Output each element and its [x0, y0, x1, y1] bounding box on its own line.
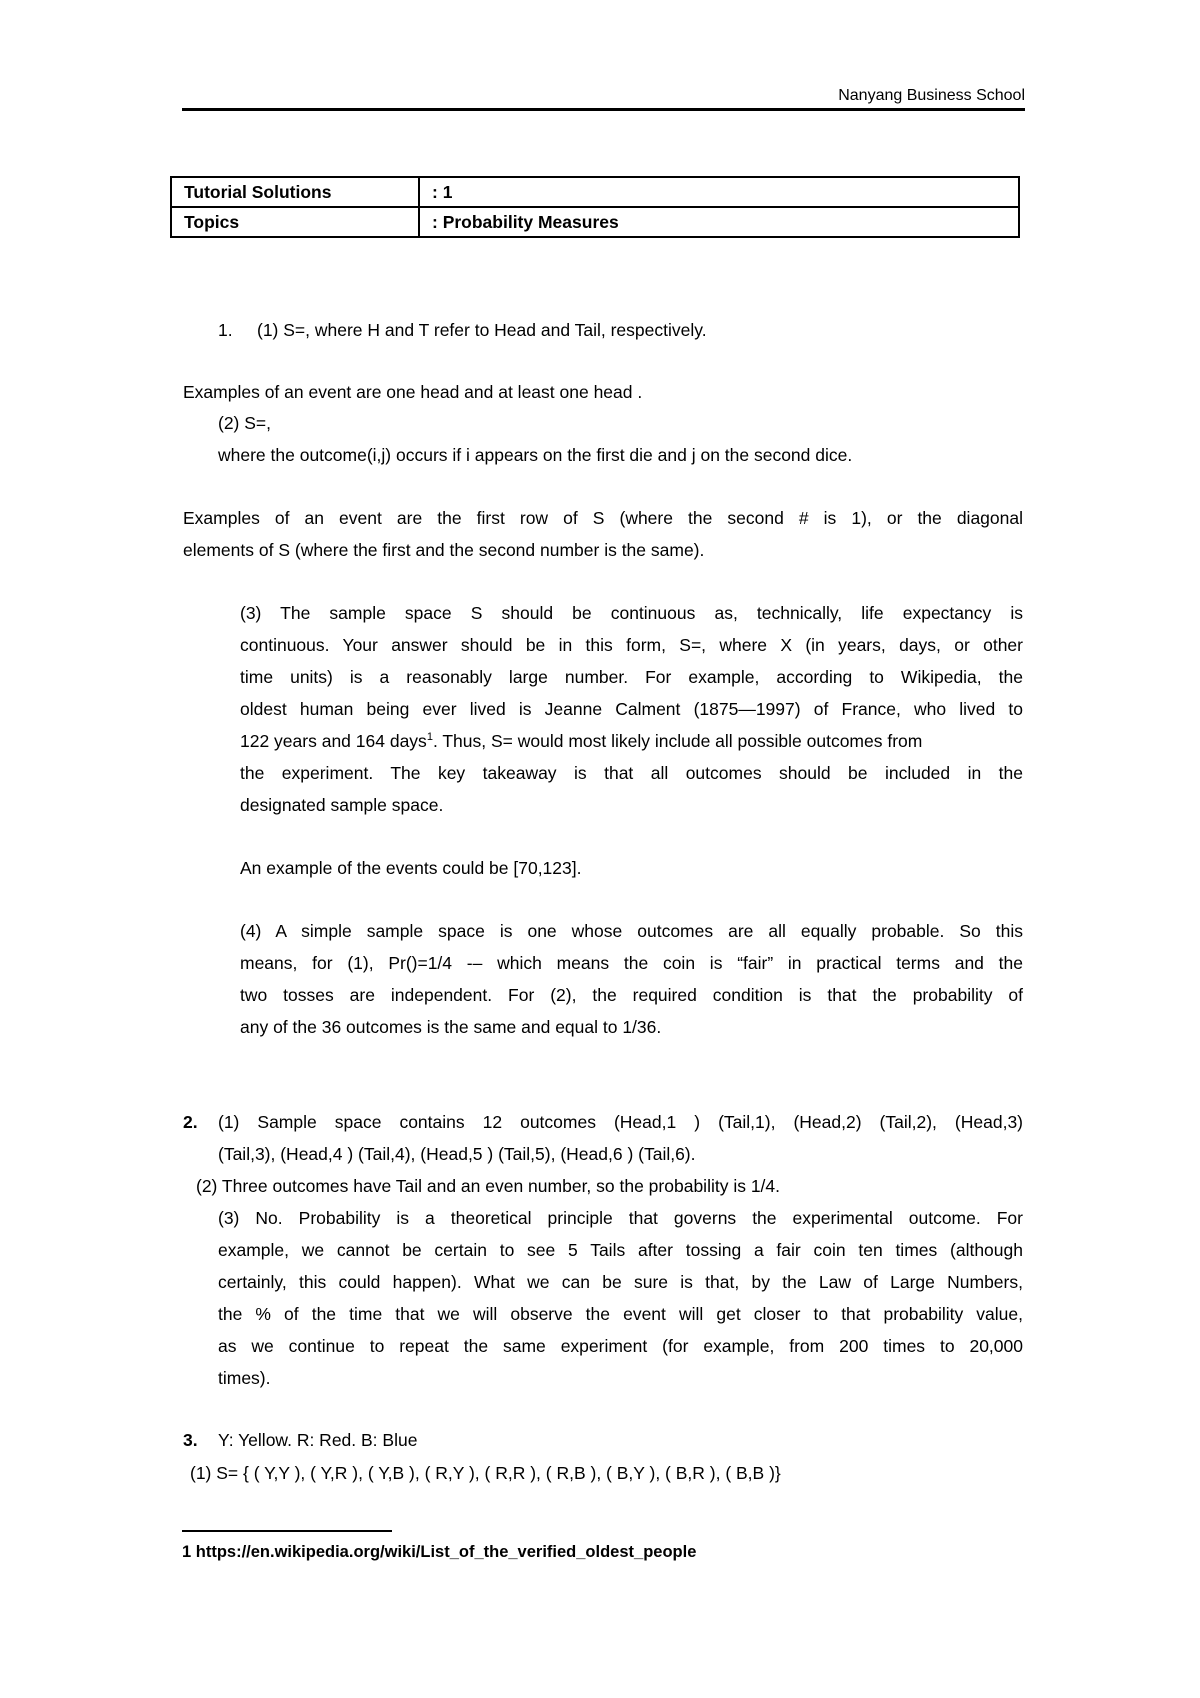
- info-label: Tutorial Solutions: [171, 177, 419, 207]
- q3-legend: Y: Yellow. R: Red. B: Blue: [218, 1430, 418, 1450]
- footnote-ref: 1: [426, 731, 433, 744]
- q3-sample-space: (1) S= { ( Y,Y ), ( Y,R ), ( Y,B ), ( R,Y ), ( R,R ), ( R,B ), ( B,Y ), ( B,R ), ( B,B )}: [190, 1463, 781, 1483]
- q1-part1: (1) S=, where H and T refer to Head and Tail, respectively.: [257, 320, 707, 340]
- q1-part3-line4: oldest human being ever lived is Jeanne Calment (1875—1997) of France, who lived to: [240, 699, 1023, 719]
- q1-part3-line5: [240, 731, 922, 752]
- header-school-name: Nanyang Business School: [838, 87, 1025, 104]
- q1-part4-line2: means, for (1), Pr()=1/4 -– which means the coin is “fair” in practical terms and the: [240, 953, 1023, 973]
- q1-examples-2-line2: elements of S (where the first and the second number is the same).: [183, 540, 705, 560]
- q2-part3-line4: the % of the time that we will observe the event will get closer to that probability value,: [218, 1304, 1023, 1324]
- footnote-link[interactable]: 1 https://en.wikipedia.org/wiki/List_of_the_verified_oldest_people: [182, 1543, 697, 1561]
- q1-part3-line6: the experiment. The key takeaway is that all outcomes should be included in the: [240, 763, 1023, 783]
- q2-part3-line6: times).: [218, 1368, 271, 1388]
- q2-part1-line1: (1) Sample space contains 12 outcomes (Head,1 ) (Tail,1), (Head,2) (Tail,2), (Head,3): [218, 1112, 1023, 1132]
- q2-number: 2.: [183, 1112, 198, 1132]
- q1-part2: (2) S=,: [218, 413, 272, 433]
- q3-number: 3.: [183, 1430, 198, 1450]
- q1-part3-line3: time units) is a reasonably large number. For example, according to Wikipedia, the: [240, 667, 1023, 687]
- q1-part3-line2: continuous. Your answer should be in this form, S=, where X (in years, days, or other: [240, 635, 1023, 655]
- q1-examples-2-line1: Examples of an event are the first row of S (where the second # is 1), or the diagonal: [183, 508, 1023, 528]
- q1-part2-desc: where the outcome(i,j) occurs if i appears on the first die and j on the second dice.: [218, 445, 853, 465]
- q1-part3-text-b: . Thus, S= would most likely include all possible outcomes from: [432, 731, 923, 751]
- q1-part3-line1: (3) The sample space S should be continuous as, technically, life expectancy is: [240, 603, 1023, 623]
- info-row: [171, 177, 1019, 207]
- q2-part1-line2: (Tail,3), (Head,4 ) (Tail,4), (Head,5 ) (Tail,5), (Head,6 ) (Tail,6).: [218, 1144, 696, 1164]
- q1-event-example: An example of the events could be [70,123].: [240, 858, 582, 878]
- info-value: : 1: [419, 177, 1019, 207]
- q1-number: 1.: [218, 320, 233, 340]
- q1-examples-1: Examples of an event are one head and at least one head .: [183, 382, 643, 402]
- q2-part3-line1: (3) No. Probability is a theoretical principle that governs the experimental outcome. For: [218, 1208, 1023, 1228]
- q1-part3-text-a: 122 years and 164 days: [240, 731, 427, 751]
- info-label: Topics: [171, 207, 419, 237]
- q2-part2: (2) Three outcomes have Tail and an even number, so the probability is 1/4.: [196, 1176, 781, 1196]
- q2-part3-line2: example, we cannot be certain to see 5 Tails after tossing a fair coin ten times (although: [218, 1240, 1023, 1260]
- q1-part4-line4: any of the 36 outcomes is the same and equal to 1/36.: [240, 1017, 662, 1037]
- q1-part3-line7: designated sample space.: [240, 795, 444, 815]
- info-value: : Probability Measures: [419, 207, 1019, 237]
- q2-part3-line5: as we continue to repeat the same experiment (for example, from 200 times to 20,000: [218, 1336, 1023, 1356]
- q1-part4-line3: two tosses are independent. For (2), the required condition is that the probability of: [240, 985, 1023, 1005]
- info-row: [171, 207, 1019, 237]
- header-rule: [182, 108, 1025, 111]
- footnote-rule: [182, 1530, 392, 1532]
- info-table: [170, 176, 1020, 238]
- q1-part4-line1: (4) A simple sample space is one whose outcomes are all equally probable. So this: [240, 921, 1023, 941]
- q2-part3-line3: certainly, this could happen). What we can be sure is that, by the Law of Large Numbers,: [218, 1272, 1023, 1292]
